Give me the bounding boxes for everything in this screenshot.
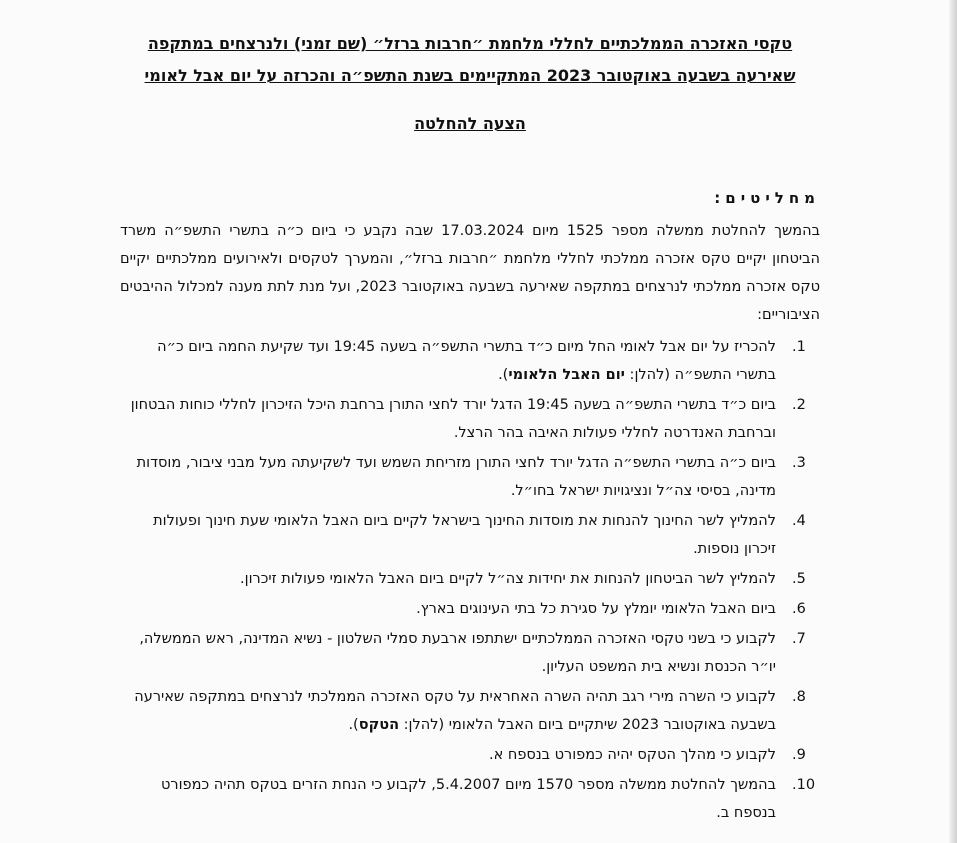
intro-paragraph: בהמשך להחלטת ממשלה מספר 1525 מיום 17.03.2024 שבה נקבע כי ביום כ״ה בתשרי התשפ״ה משרד הביטחון יקיים טקס אזכרה ממלכתי לחללי מלחמת ״חרבות ברזל״, והמערך לטקסים ולאירועים ממלכתיים יקיים טקס אזכרה ממלכתי לנרצחים במתקפה שאירעה בשבעה באוקטובר 2023, ועל מנת לתת מענה למכלול ההיבטים הציבוריים: [120,223,821,323]
resolution-heading: מחליטים: [714,189,820,207]
item-number: 7. [792,631,806,647]
item-text: בהמשך להחלטת ממשלה מספר 1570 מיום 5.4.2007, לקבוע כי הנחת הזרים בטקס תהיה כמפורט בנספח ב. [161,777,776,821]
item-text: לקבוע כי מהלך הטקס יהיה כמפורט בנספח א. [488,747,776,763]
item-number: 10. [792,777,816,793]
list-item [120,595,820,623]
list-item [120,565,820,593]
list-item [120,507,820,563]
list-item [120,333,820,389]
item-text: לקבוע כי בשני טקסי האזכרה הממלכתיים ישתתפו ארבעת סמלי השלטון - נשיא המדינה, ראש הממשלה, יו״ר הכנסת ונשיא בית המשפט העליון. [139,631,776,675]
item-text-end: ). [498,367,509,383]
item-bold-term: הטקס [358,717,400,733]
item-text: ביום כ״ד בתשרי התשפ״ה בשעה 19:45 הדגל יורד לחצי התורן ברחבת היכל הזיכרון לחללי כוחות הבטחון וברחבת האנדרטה לחללי פעולות האיבה בהר הרצל. [130,397,776,441]
item-number: 1. [792,339,806,355]
list-item [120,741,820,769]
item-number: 5. [792,571,806,587]
item-number: 2. [792,397,806,413]
list-item [120,771,820,827]
item-text: לקבוע כי השרה מירי רגב תהיה השרה האחראית על טקס האזכרה הממלכתי לנרצחים במתקפה שאירעה בשבעה באוקטובר 2023 שיתקיים ביום האבל הלאומי (להלן: [134,689,776,733]
item-text: להמליץ לשר הביטחון להנחות את יחידות צה״ל לקיים ביום האבל הלאומי פעולות זיכרון. [240,571,776,587]
list-item [120,683,820,739]
page-edge-shadow [949,0,957,843]
item-text: ביום האבל הלאומי יומלץ על סגירת כל בתי העינוגים בארץ. [416,601,776,617]
title-line-1: טקסי האזכרה הממלכתיים לחללי מלחמת ״חרבות ברזל״ (שם זמני) ולנרצחים במתקפה [147,34,793,53]
item-number: 6. [792,601,806,617]
item-number: 8. [792,689,806,705]
title-line-2: שאירעה בשבעה באוקטובר 2023 המתקיימים בשנת התשפ״ה והכרזה על יום אבל לאומי [144,66,796,85]
list-item [120,625,820,681]
list-item [120,449,820,505]
document-title [120,28,820,92]
item-text-end: ). [348,717,359,733]
document-subtitle: הצעה להחלטה [414,114,526,133]
item-bold-term: יום האבל הלאומי [508,367,625,383]
resolution-list [120,333,820,827]
item-number: 9. [792,747,806,763]
list-item [120,391,820,447]
item-text: להכריז על יום אבל לאומי החל מיום כ״ד בתשרי התשפ״ה בשעה 19:45 ועד שקיעת החמה ביום כ״ה בתשרי התשפ״ה (להלן: [157,339,776,383]
document-body [120,28,820,829]
item-number: 3. [792,455,806,471]
item-number: 4. [792,513,806,529]
item-text: להמליץ לשר החינוך להנחות את מוסדות החינוך בישראל לקיים ביום האבל הלאומי שעת חינוך ופעולות זיכרון נוספות. [153,513,776,557]
item-text: ביום כ״ה בתשרי התשפ״ה הדגל יורד לחצי התורן מזריחת השמש ועד לשקיעתה מעל מבני ציבור, מוסדות מדינה, בסיסי צה״ל ונציגויות ישראל בחו״ל. [136,455,776,499]
